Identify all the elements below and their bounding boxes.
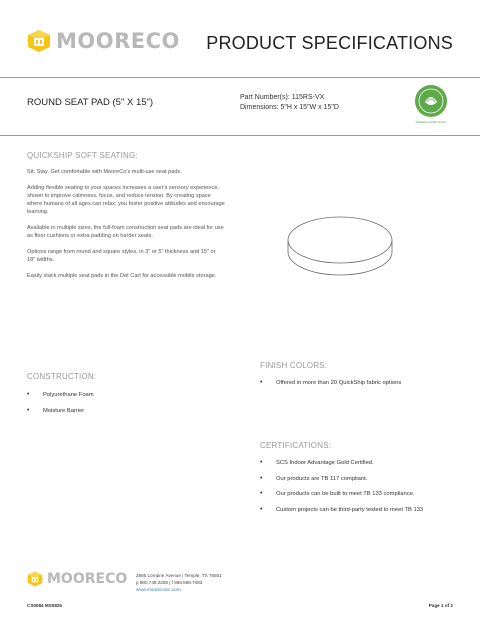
quickship-paragraph: Available in multiple sizes, the full-foam construction seat pads are ideal for use as floor cushions or extra padding on harder seats. <box>27 225 224 239</box>
page-title: PRODUCT SPECIFICATIONS <box>206 33 453 53</box>
footer-website-link[interactable]: www.moorecoinc.com <box>136 587 181 592</box>
footer-phone: p 800.749.2258 | f 866.888.7483 <box>136 580 203 585</box>
list-item: • Moisture Barrier <box>27 408 217 414</box>
header-divider <box>0 77 480 78</box>
list-item: • Our products are TB 117 compliant. <box>260 476 470 482</box>
footer-logo-text: MOORECO <box>47 571 128 587</box>
quickship-paragraph: Easily stack multiple seat pads in the Dot Cart for accessible mobile storage. <box>27 273 217 279</box>
document-code: CS0084 MS0825 <box>27 603 62 608</box>
mooreco-cube-icon <box>27 29 51 53</box>
greenguard-badge <box>414 84 448 124</box>
part-numbers: Part Number(s): 115RS-VX <box>240 94 325 101</box>
list-item: • Offered in more than 20 QuickShip fabric options <box>260 380 460 386</box>
product-divider <box>0 135 480 136</box>
quickship-paragraph: Adding flexible seating to your spaces increases a user's sensory experience, shown to improve calmness, focus, and reduce tension. By creating space where humans of all ages can relax, you foster positive attitudes and encourage learning. <box>27 185 225 215</box>
quickship-paragraph: Sit. Stay. Get comfortable with MooreCo's multi-use seat pads. <box>27 169 182 175</box>
mooreco-cube-icon <box>27 571 43 587</box>
footer-contact <box>136 572 222 593</box>
list-item: • Our products can be built to meet TB 133 compliance. <box>260 491 470 497</box>
footer-address: 2885 Lorraine Avenue | Temple, TX 76501 <box>136 573 222 578</box>
badge-text: GREENGUARD GOLD <box>415 120 447 124</box>
header-logo <box>27 29 180 53</box>
construction-heading: CONSTRUCTION: <box>27 372 97 381</box>
certifications-list <box>260 460 470 522</box>
quickship-body <box>27 168 225 280</box>
finish-heading: FINISH COLORS: <box>260 361 328 370</box>
list-item: • SCS Indoor Advantage Gold Certified. <box>260 460 470 466</box>
construction-list <box>27 392 217 423</box>
badge-seal-icon <box>414 84 448 118</box>
finish-list <box>260 380 460 396</box>
footer-logo <box>27 571 127 587</box>
list-item: • Custom projects can be third-party tested to meet TB 133 <box>260 507 470 513</box>
quickship-paragraph: Options range from round and square styles, in 3" or 5" thickness and 15" or 18" widths. <box>27 249 216 263</box>
dimensions: Dimensions: 5"H x 15"W x 15"D <box>240 104 339 111</box>
quickship-heading: QUICKSHIP SOFT SEATING: <box>27 151 138 160</box>
logo-text: MOORECO <box>56 29 180 53</box>
list-item: • Polyurethane Foam <box>27 392 217 398</box>
product-name: ROUND SEAT PAD (5" X 15") <box>27 97 154 108</box>
seat-pad-illustration <box>285 210 395 280</box>
certifications-heading: CERTIFICATIONS: <box>260 441 332 450</box>
page-number: Page 1 of 2 <box>428 603 453 608</box>
